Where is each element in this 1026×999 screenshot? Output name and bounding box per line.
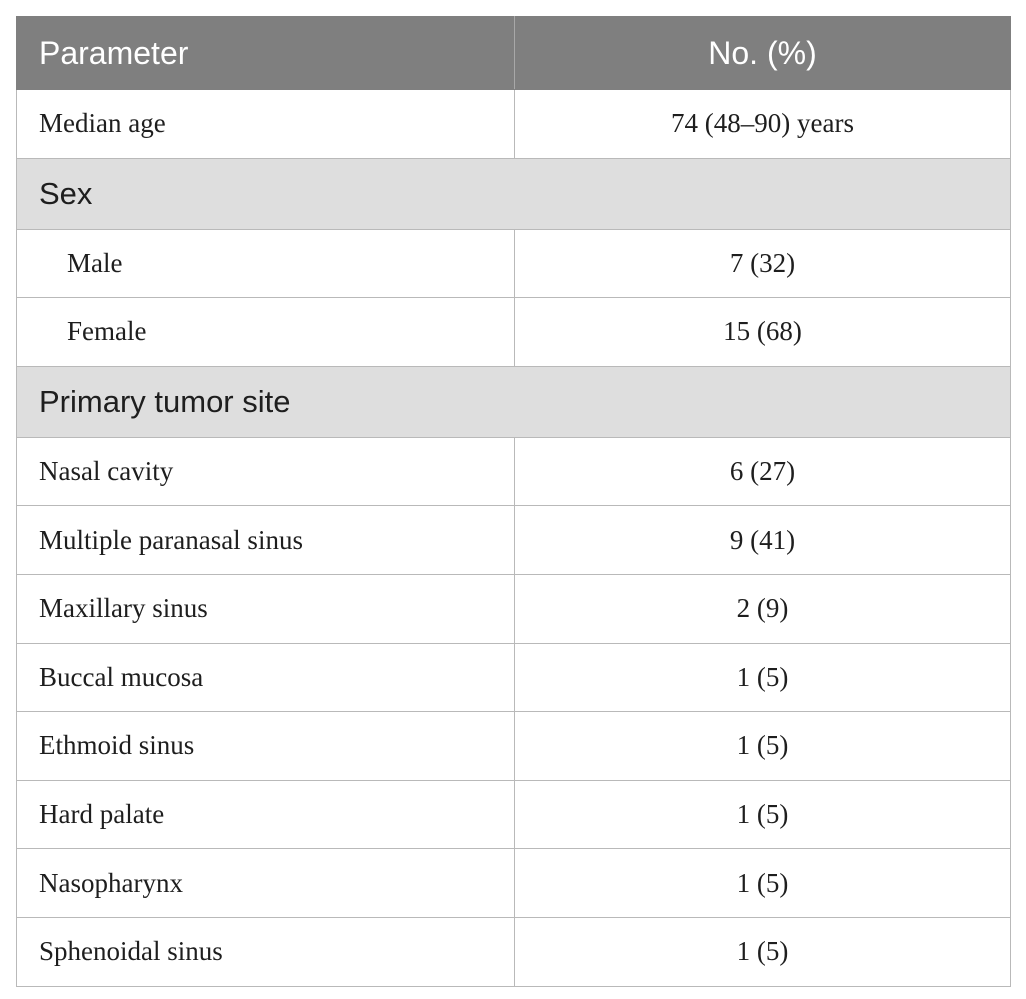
row-value: 15 (68) <box>515 298 1011 367</box>
table-header <box>17 17 1011 90</box>
table-row-median-age <box>17 90 1011 159</box>
row-label: Maxillary sinus <box>17 574 515 643</box>
row-label: Sphenoidal sinus <box>17 917 515 986</box>
row-value: 1 (5) <box>515 917 1011 986</box>
characteristics-table <box>16 16 1011 987</box>
row-label: Nasal cavity <box>17 437 515 506</box>
row-label: Multiple paranasal sinus <box>17 506 515 575</box>
row-label: Hard palate <box>17 780 515 849</box>
table-row-sphenoidal-sinus <box>17 917 1011 986</box>
row-value: 7 (32) <box>515 229 1011 298</box>
row-label: Buccal mucosa <box>17 643 515 712</box>
row-value: 1 (5) <box>515 712 1011 781</box>
row-value: 9 (41) <box>515 506 1011 575</box>
table-body <box>17 90 1011 987</box>
table-row-multiple-paranasal-sinus <box>17 506 1011 575</box>
row-label: Female <box>17 298 515 367</box>
table-row-maxillary-sinus <box>17 574 1011 643</box>
row-label: Median age <box>17 90 515 159</box>
row-label: Ethmoid sinus <box>17 712 515 781</box>
table-row-male <box>17 229 1011 298</box>
header-parameter: Parameter <box>17 17 515 90</box>
table-row-nasal-cavity <box>17 437 1011 506</box>
header-value: No. (%) <box>515 17 1011 90</box>
table-row-nasopharynx <box>17 849 1011 918</box>
table-row-ethmoid-sinus <box>17 712 1011 781</box>
row-value: 1 (5) <box>515 849 1011 918</box>
table-row-hard-palate <box>17 780 1011 849</box>
row-label: Male <box>17 229 515 298</box>
section-heading-primary-tumor-site: Primary tumor site <box>17 366 1011 437</box>
row-label: Nasopharynx <box>17 849 515 918</box>
table-row-buccal-mucosa <box>17 643 1011 712</box>
section-heading-sex: Sex <box>17 158 1011 229</box>
row-value: 1 (5) <box>515 643 1011 712</box>
row-value: 1 (5) <box>515 780 1011 849</box>
section-row-primary-tumor-site <box>17 366 1011 437</box>
header-row <box>17 17 1011 90</box>
row-value: 74 (48–90) years <box>515 90 1011 159</box>
section-row-sex <box>17 158 1011 229</box>
row-value: 2 (9) <box>515 574 1011 643</box>
table-row-female <box>17 298 1011 367</box>
row-value: 6 (27) <box>515 437 1011 506</box>
